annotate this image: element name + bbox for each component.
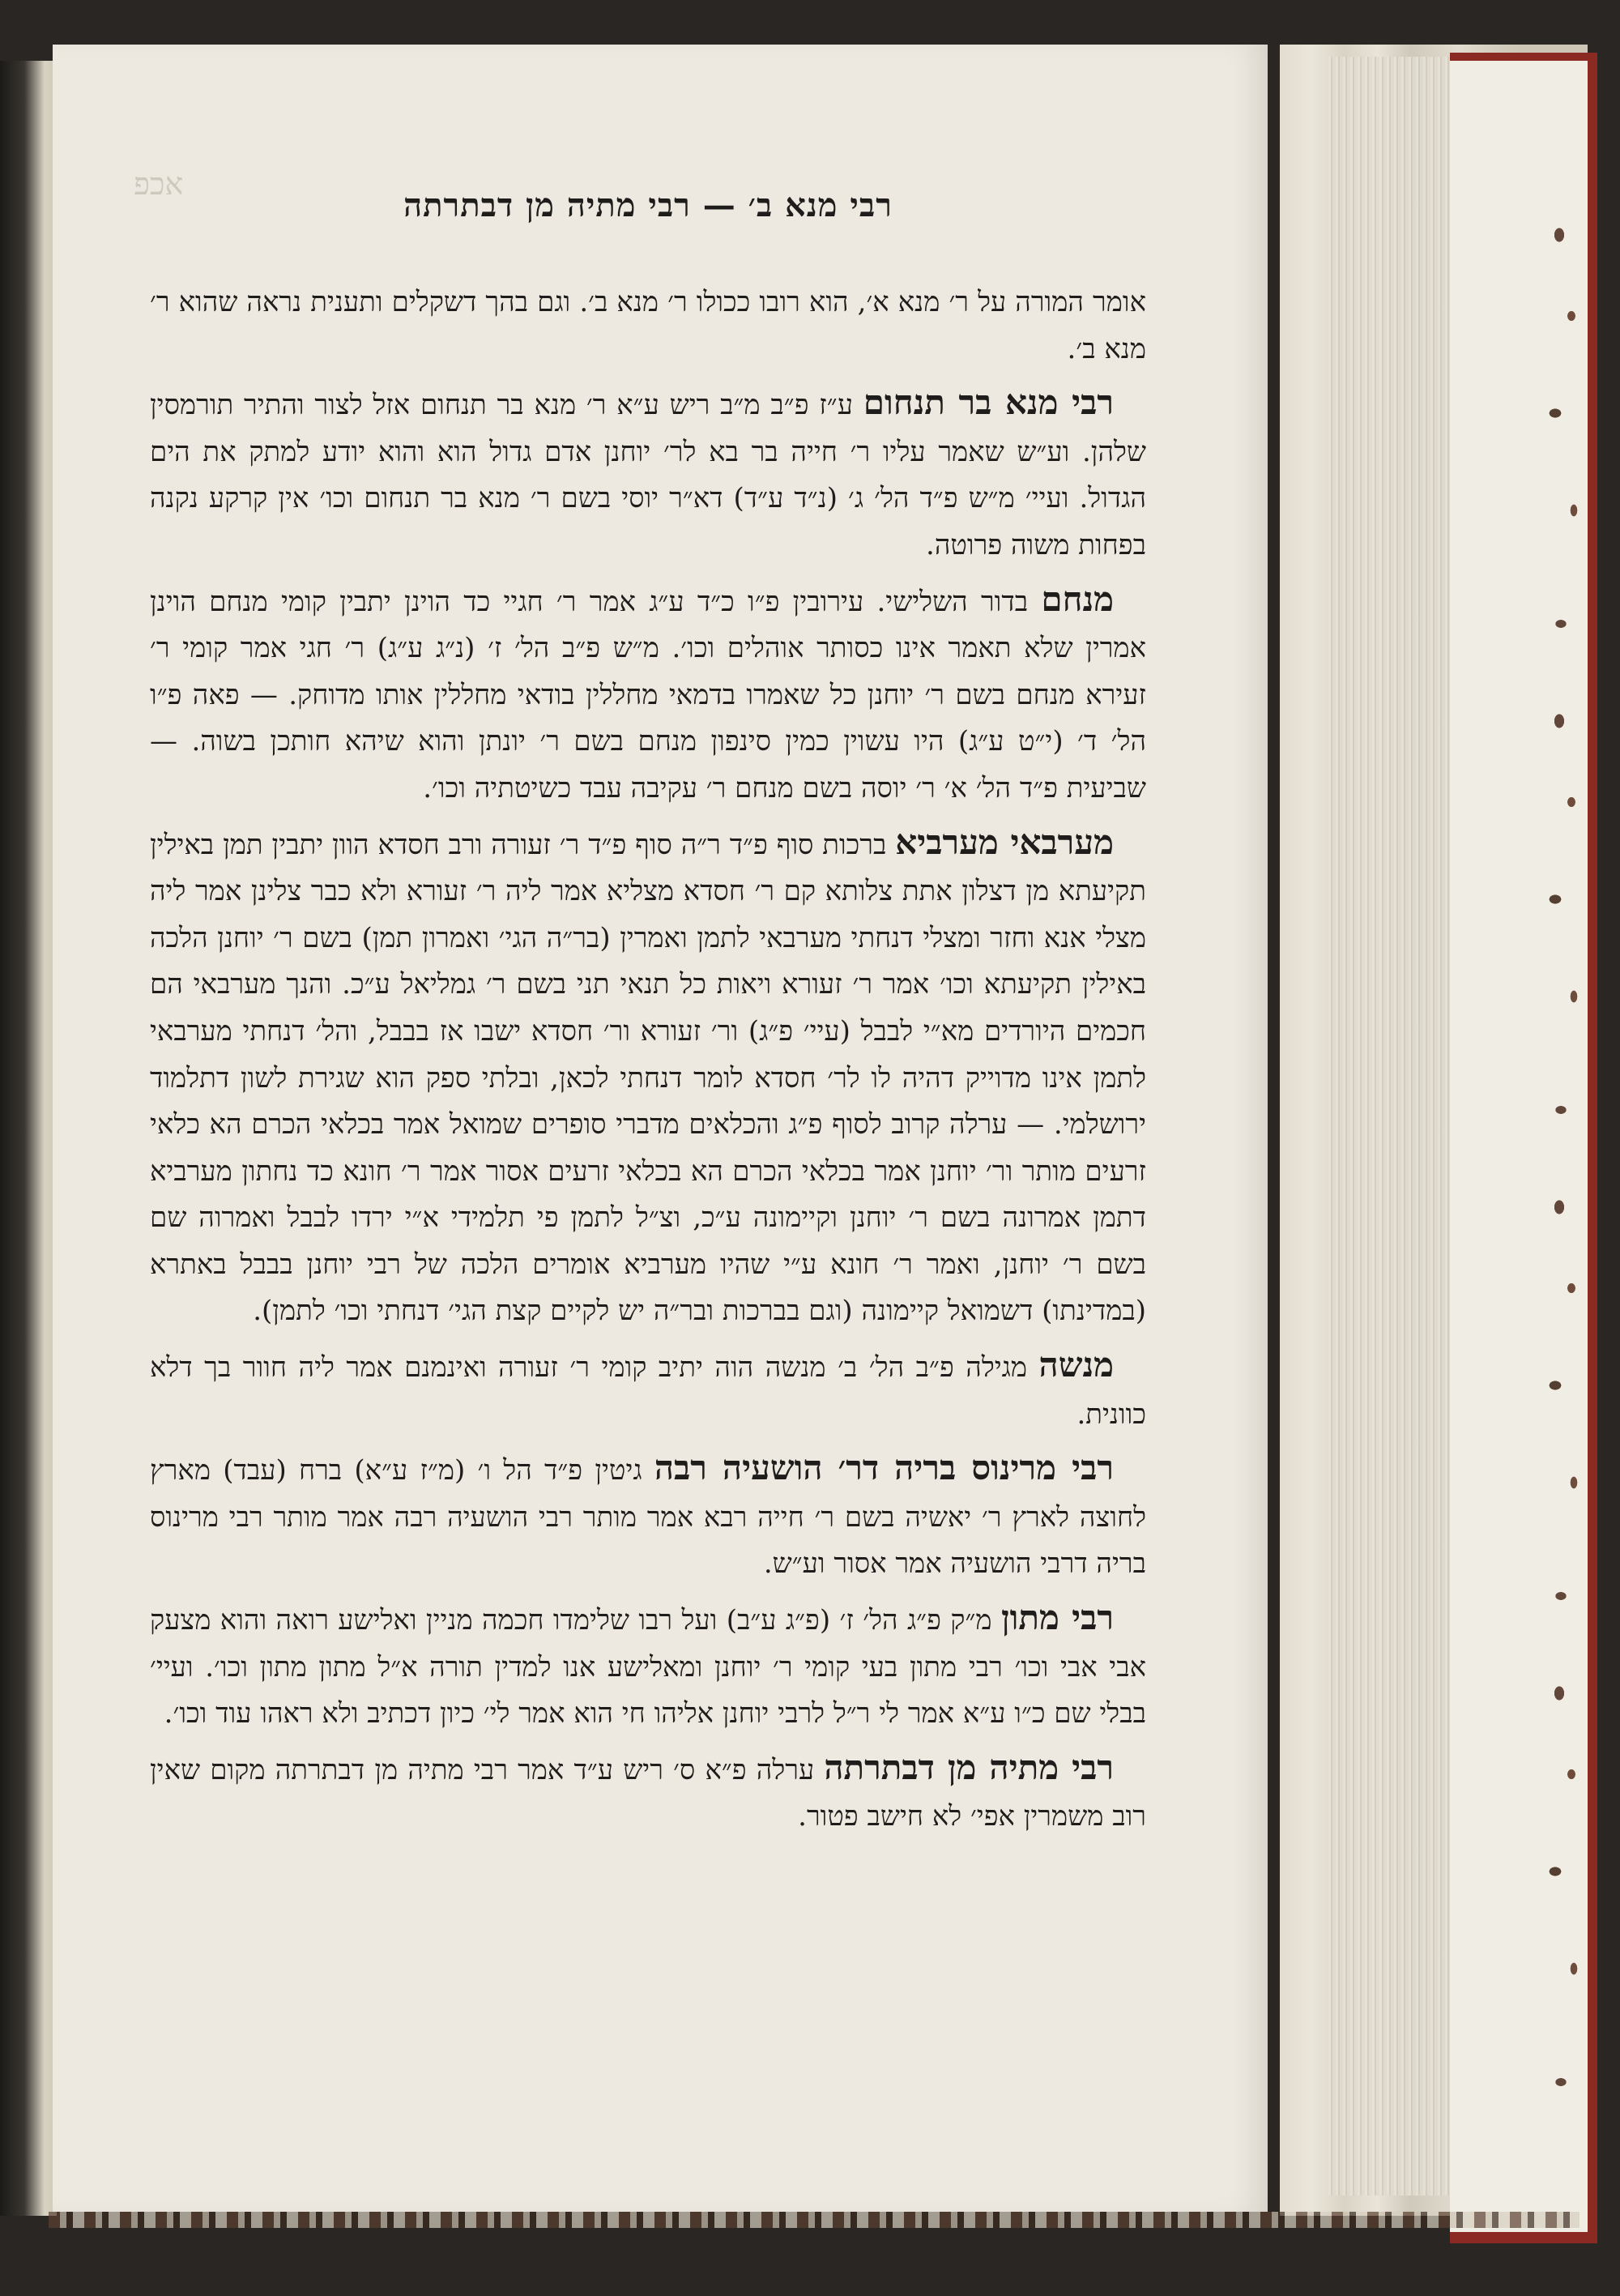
left-page-edge bbox=[0, 61, 57, 2216]
entry-paragraph bbox=[150, 576, 1146, 813]
entry-lemma: רבי מרינוס בריה דר׳ הושעיה רבה bbox=[654, 1448, 1115, 1488]
entry-text: מ״ק פ״ג הל׳ ז׳ (פ״ג ע״ב) ועל רבו שלימדו חכמה מניין ואלישע רואה והוא מצעק אבי אבי וכו׳ רבי מתון בעי קומי ר׳ יוחנן ומאלישע אנו למדין תורה א״ל מתון מתון וכו׳. ועיי׳ בבלי שם כ״ו ע״א אמר לי ר״ל לרבי יוחנן אליהו חי הוא אמר לי׳ כיון דכתיב ולא ראהו עוד וכו׳. bbox=[150, 1604, 1146, 1731]
entry-lemma: מנחם bbox=[1041, 578, 1115, 619]
marbled-edge bbox=[1543, 203, 1588, 2147]
book-page bbox=[53, 45, 1268, 2212]
entry-paragraph bbox=[150, 379, 1146, 569]
entry-lemma: רבי מתיה מן דבתרתה bbox=[824, 1747, 1114, 1787]
entry-paragraph bbox=[150, 1445, 1146, 1588]
bottom-edge bbox=[49, 2212, 1580, 2228]
paragraph bbox=[150, 280, 1146, 373]
page-text bbox=[150, 280, 1146, 1847]
entry-text: בדור השלישי. עירובין פ״ו כ״ד ע״ג אמר ר׳ חגיי כד הוינן יתבין קומי מנחם הוינן אמרין שלא תאמר אינו כסותר אוהלים וכו׳. מ״ש פ״ב הל׳ ז׳ (נ״ג ע״ג) ר׳ חגי אמר קומי ר׳ זעירא מנחם בשם ר׳ יוחנן כל שאמרו בדמאי מחללין בודאי מחללין אותו מדוחק. — פאה פ״ו הל׳ ד׳ (י״ט ע״ג) היו עשוין כמין סינפון מנחם בשם ר׳ יונתן והוא שיהא חותכן בשוה. — שביעית פ״ד הל׳ א׳ ר׳ יוסה בשם מנחם ר׳ עקיבה עבד כשיטתיה וכו׳. bbox=[150, 585, 1146, 804]
show-through-glyph: אכפ bbox=[134, 166, 184, 202]
entry-lemma: רבי מנא בר תנחום bbox=[863, 382, 1114, 423]
entry-text: ערלה פ״א ס׳ ריש ע״ד אמר רבי מתיה מן דבתרתה מקום שאין רוב משמרין אפי׳ לא חישב פטור. bbox=[150, 1753, 1146, 1833]
entry-lemma: מנשה bbox=[1038, 1345, 1114, 1385]
entry-paragraph bbox=[150, 1594, 1146, 1738]
entry-paragraph bbox=[150, 1342, 1146, 1438]
running-head: רבי מנא ב׳ — רבי מתיה מן דבתרתה bbox=[403, 186, 893, 224]
entry-lemma: רבי מתון bbox=[1000, 1598, 1114, 1638]
entry-paragraph bbox=[150, 1744, 1146, 1841]
entry-paragraph bbox=[150, 819, 1146, 1336]
paragraph-text: אומר המורה על ר׳ מנא א׳, הוא רובו ככולו ר׳ מנא ב׳. וגם בהך דשקלים ותענית נראה שהוא ר׳ מנא ב׳. bbox=[150, 286, 1146, 365]
entry-text: מגילה פ״ב הל׳ ב׳ מנשה הוה יתיב קומי ר׳ זעורה ואינמנם אמר ליה חוור בך דלא כוונית. bbox=[150, 1351, 1146, 1431]
entry-text: ע״ז פ״ב מ״ב ריש ע״א ר׳ מנא בר תנחום אזל לצור והתיר תורמסין שלהן. וע״ש שאמר עליו ר׳ חייה בר בא לר׳ יוחנן אדם גדול הוא והוא יודע למתק את הים הגדול. ועיי׳ מ״ש פ״ד הל׳ ג׳ (נ״ד ע״ד) דא״ר יוסי בשם ר׳ מנא בר תנחום וכו׳ אין קרקע נקנה בפחות משוה פרוטה. bbox=[150, 389, 1146, 561]
entry-text: גיטין פ״ד הל ו׳ (מ״ז ע״א) ברח (עבד) מארץ לחוצה לארץ ר׳ יאשיה בשם ר׳ חייה רבא אמר מותר רבי הושעיה רבה אמר מותר רבי מרינוס בריה דרבי הושעיה אמר אסור וע״ש. bbox=[150, 1454, 1146, 1581]
page-content bbox=[134, 45, 1146, 2212]
entry-lemma: מערבאי מערביא bbox=[895, 822, 1114, 862]
entry-text: ברכות סוף פ״ד ר״ה סוף פ״ד ר׳ זעורה ורב חסדא הוון יתבין תמן באילין תקיעתא מן דצלון אתת צלותא קם ר׳ חסדא מצליא אמר ליה ר׳ זעורא ולא כבר צלינן אמר ליה מצלי אנא וחזר ומצלי דנחתי מערבאי לתמן ואמרין (בר״ה הגי׳ ואמרון תמן) בשם ר׳ יוחנן הלכה באילין תקיעתא וכו׳ אמר ר׳ זעורא ויאות כל תנאי תני בשם ר׳ גמליאל ע״כ. והנך מערבאי הם חכמים היורדים מא״י לבבל (עיי׳ פ״ג) ור׳ זעורא ור׳ חסדא ישבו אז בבבל, והל׳ דנחתי מערבאי לתמן אינו מדוייק דהיה לו לר׳ חסדא לומר דנחתי לכאן, ובלתי ספק הוא שגירת לשון דתלמוד ירושלמי. — ערלה קרוב לסוף פ״ג והכלאים מדברי סופרים שמואל אמר בכלאי הכרם הא כלאי זרעים מותר ור׳ יוחנן אמר בכלאי הכרם הא בכלאי זרעים אסור אמר ר׳ חונא כד נחתון מערביא דתמן אמרונה בשם ר׳ יוחנן וקיימונה ע״כ, וצ״ל לתמן פי תלמידי א״י ירדו לבבל ואמרוה שם בשם ר׳ יוחנן, ואמר ר׳ חונא ע״י שהיו מערביא אומרים הלכה של רבי יוחנן בבבל באתרא (במדינתו) דשמואל קיימונה (וגם בברכות ובר״ה יש לקיים קצת הגי׳ דנחתי וכו׳ לתמן). bbox=[150, 828, 1146, 1328]
